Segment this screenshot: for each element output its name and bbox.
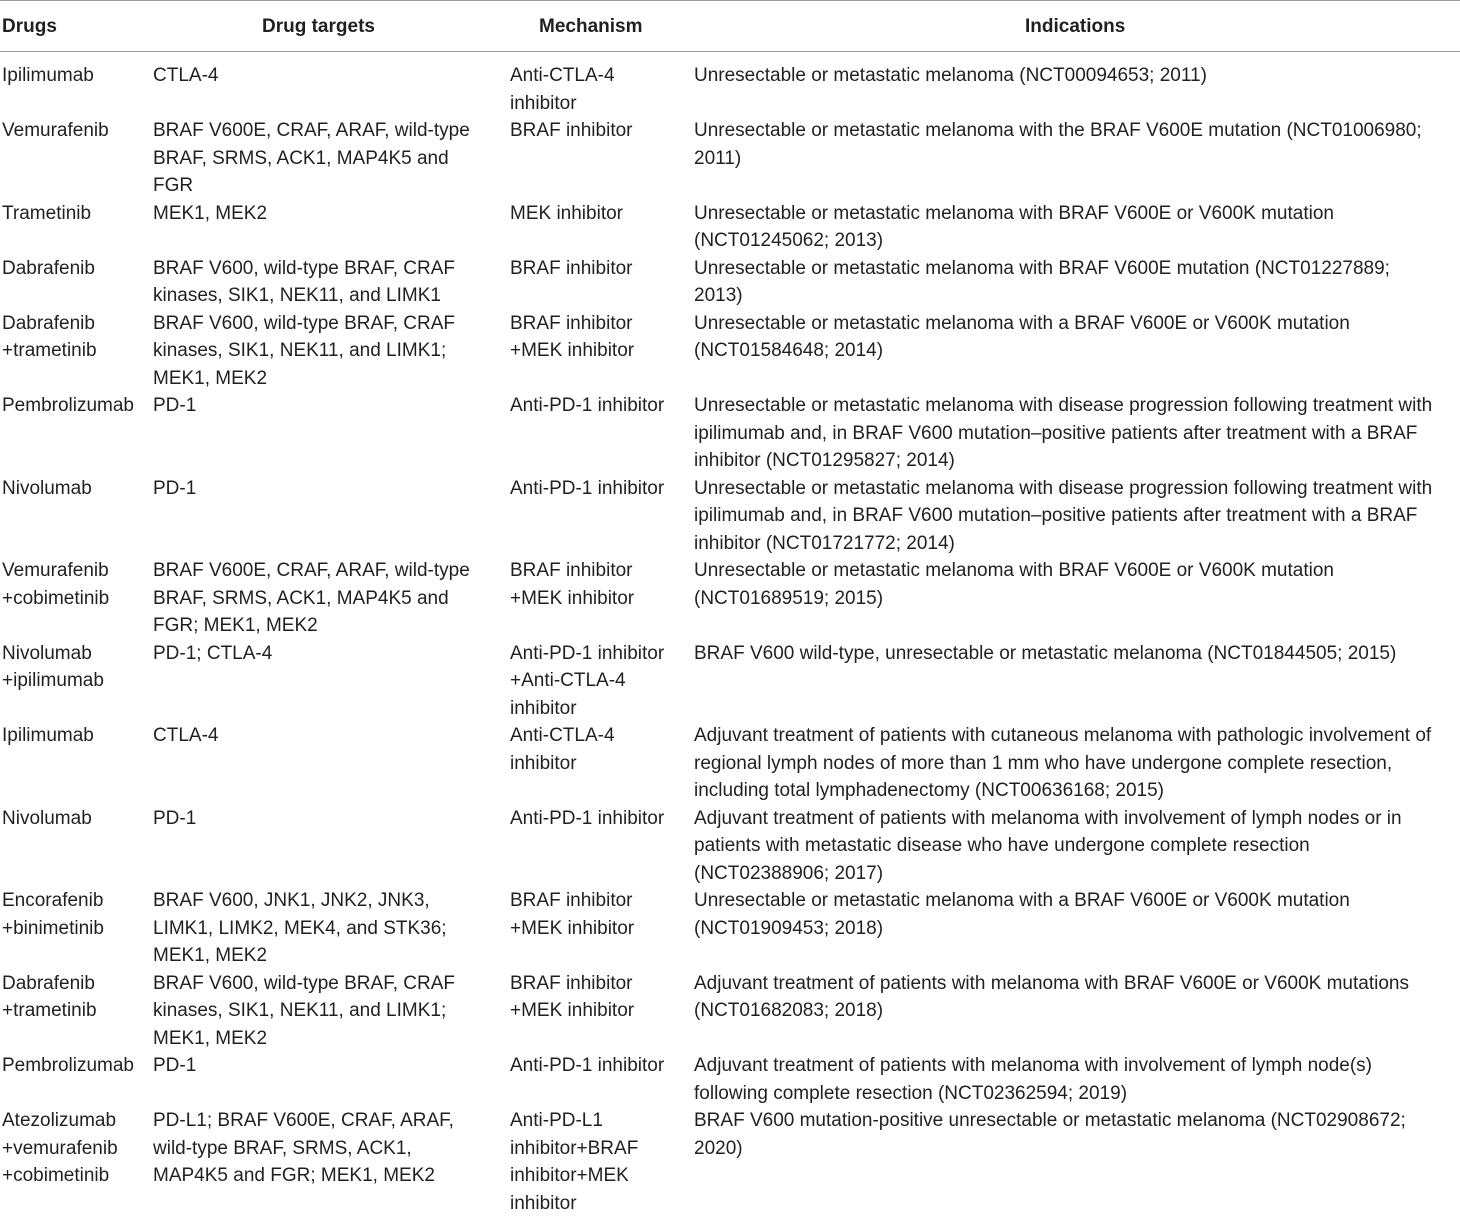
indications-cell: Unresectable or metastatic melanoma with disease progression following treatment with ipilimumab and, in BRAF V600 mutation–positive patients after treatment with a BRAF inhibitor (NCT01295827; 2014) (694, 395, 1433, 471)
mechanism-cell: BRAF inhibitor (510, 257, 633, 279)
drug-cell: Vemurafenib (2, 120, 109, 141)
drug-cell: Nivolumab (2, 477, 92, 499)
indications-cell: Unresectable or metastatic melanoma with a BRAF V600E or V600K mutation (NCT01909453; 2018) (694, 890, 1350, 939)
drug-cell: Nivolumab +ipilimumab (2, 642, 104, 691)
drug-targets-cell: PD-1 (153, 395, 197, 416)
drug-targets-cell: CTLA-4 (153, 725, 219, 746)
indications-cell: Adjuvant treatment of patients with cutaneous melanoma with pathologic involvement of regional lymph nodes of more than 1 mm who have undergone complete resection, including total lymphadenectomy (NCT00636168; 2015) (694, 725, 1432, 801)
indications-cell: Unresectable or metastatic melanoma with BRAF V600E or V600K mutation (NCT01689519; 2015) (694, 560, 1334, 609)
drug-targets-cell: BRAF V600, wild-type BRAF, CRAF kinases, SIK1, NEK11, and LIMK1; MEK1, MEK2 (153, 312, 455, 389)
table-row (0, 52, 1460, 114)
table-row (0, 960, 1460, 1049)
mechanism-cell: Anti-PD-1 inhibitor +Anti-CTLA-4 inhibitor (510, 642, 665, 719)
header-mechanism: Mechanism (539, 16, 643, 37)
mechanism-cell: BRAF inhibitor +MEK inhibitor (510, 312, 635, 361)
drug-cell: Pembrolizumab (2, 395, 134, 416)
table-row (0, 547, 1460, 636)
table-row (0, 630, 1460, 719)
mechanism-cell: MEK inhibitor (510, 202, 623, 224)
mechanism-cell: BRAF inhibitor +MEK inhibitor (510, 890, 635, 939)
drug-targets-cell: CTLA-4 (153, 65, 219, 86)
mechanism-cell: Anti-PD-1 inhibitor (510, 395, 665, 416)
table-row (0, 382, 1460, 471)
drug-cell: Vemurafenib +cobimetinib (2, 560, 110, 609)
table-header (0, 0, 1460, 52)
indications-cell: BRAF V600 mutation-positive unresectable or metastatic melanoma (NCT02908672; 2020) (694, 1110, 1406, 1159)
indications-cell: Adjuvant treatment of patients with melanoma with BRAF V600E or V600K mutations (NCT01682083; 2018) (694, 972, 1409, 1021)
drug-targets-cell: BRAF V600, wild-type BRAF, CRAF kinases, SIK1, NEK11, and LIMK1; MEK1, MEK2 (153, 972, 455, 1049)
indications-cell: BRAF V600 wild-type, unresectable or metastatic melanoma (NCT01844505; 2015) (694, 642, 1397, 664)
drug-targets-cell: MEK1, MEK2 (153, 202, 268, 224)
drug-targets-cell: BRAF V600, wild-type BRAF, CRAF kinases, SIK1, NEK11, and LIMK1 (153, 257, 455, 306)
mechanism-cell: BRAF inhibitor +MEK inhibitor (510, 972, 635, 1021)
table-row (0, 107, 1460, 196)
indications-cell: Adjuvant treatment of patients with melanoma with involvement of lymph nodes or in patients with metastatic disease who have undergone complete resection (NCT02388906; 2017) (694, 807, 1402, 884)
drug-cell: Dabrafenib +trametinib (2, 312, 97, 361)
indications-cell: Adjuvant treatment of patients with melanoma with involvement of lymph node(s) following complete resection (NCT02362594; 2019) (694, 1055, 1372, 1104)
drug-targets-cell: PD-1; CTLA-4 (153, 642, 273, 664)
indications-cell: Unresectable or metastatic melanoma with disease progression following treatment with ipilimumab and, in BRAF V600 mutation–positive patients after treatment with a BRAF inhibitor (NCT01721772; 2014) (694, 477, 1433, 554)
mechanism-cell: BRAF inhibitor (510, 120, 633, 141)
drug-cell: Pembrolizumab (2, 1055, 134, 1076)
table-row (0, 1042, 1460, 1104)
mechanism-cell: Anti-PD-L1 inhibitor+BRAF inhibitor+MEK inhibitor (510, 1110, 639, 1214)
drug-cell: Trametinib (2, 202, 92, 224)
drug-cell: Ipilimumab (2, 65, 94, 86)
drug-cell: Atezolizumab +vemurafenib +cobimetinib (2, 1110, 118, 1186)
indications-cell: Unresectable or metastatic melanoma with the BRAF V600E mutation (NCT01006980; 2011) (694, 120, 1422, 169)
table-row (0, 300, 1460, 389)
table-row (0, 1097, 1460, 1214)
drug-targets-cell: PD-1 (153, 1055, 197, 1076)
drug-cell: Dabrafenib (2, 257, 95, 279)
indications-cell: Unresectable or metastatic melanoma (NCT00094653; 2011) (694, 65, 1207, 86)
table-row (0, 795, 1460, 884)
table-row (0, 465, 1460, 554)
header-drug-targets: Drug targets (262, 16, 375, 37)
table-row (0, 245, 1460, 306)
drug-cell: Nivolumab (2, 807, 92, 829)
mechanism-cell: BRAF inhibitor +MEK inhibitor (510, 560, 635, 609)
indications-cell: Unresectable or metastatic melanoma with BRAF V600E or V600K mutation (NCT01245062; 2013) (694, 202, 1334, 251)
mechanism-cell: Anti-CTLA-4 inhibitor (510, 65, 615, 114)
mechanism-cell: Anti-PD-1 inhibitor (510, 807, 665, 829)
mechanism-cell: Anti-PD-1 inhibitor (510, 1055, 665, 1076)
table-body (0, 52, 1460, 1214)
mechanism-cell: Anti-CTLA-4 inhibitor (510, 725, 615, 774)
mechanism-cell: Anti-PD-1 inhibitor (510, 477, 665, 499)
indications-cell: Unresectable or metastatic melanoma with BRAF V600E mutation (NCT01227889; 2013) (694, 257, 1390, 306)
drug-cell: Encorafenib +binimetinib (2, 890, 104, 939)
drug-targets-cell: BRAF V600, JNK1, JNK2, JNK3, LIMK1, LIMK2, MEK4, and STK36; MEK1, MEK2 (153, 890, 447, 966)
drug-targets-cell: PD-1 (153, 477, 197, 499)
table-row (0, 877, 1460, 966)
table-row (0, 712, 1460, 801)
drug-cell: Dabrafenib +trametinib (2, 972, 97, 1021)
header-drugs: Drugs (2, 16, 57, 37)
drug-targets-cell: PD-1 (153, 807, 197, 829)
table-row (0, 190, 1460, 251)
drug-targets-cell: BRAF V600E, CRAF, ARAF, wild-type BRAF, SRMS, ACK1, MAP4K5 and FGR; MEK1, MEK2 (153, 560, 470, 636)
drug-cell: Ipilimumab (2, 725, 94, 746)
header-indications: Indications (1025, 16, 1126, 37)
indications-cell: Unresectable or metastatic melanoma with a BRAF V600E or V600K mutation (NCT01584648; 2014) (694, 312, 1350, 361)
drug-targets-cell: BRAF V600E, CRAF, ARAF, wild-type BRAF, SRMS, ACK1, MAP4K5 and FGR (153, 120, 470, 196)
drug-targets-cell: PD-L1; BRAF V600E, CRAF, ARAF, wild-type BRAF, SRMS, ACK1, MAP4K5 and FGR; MEK1, MEK2 (153, 1110, 454, 1186)
